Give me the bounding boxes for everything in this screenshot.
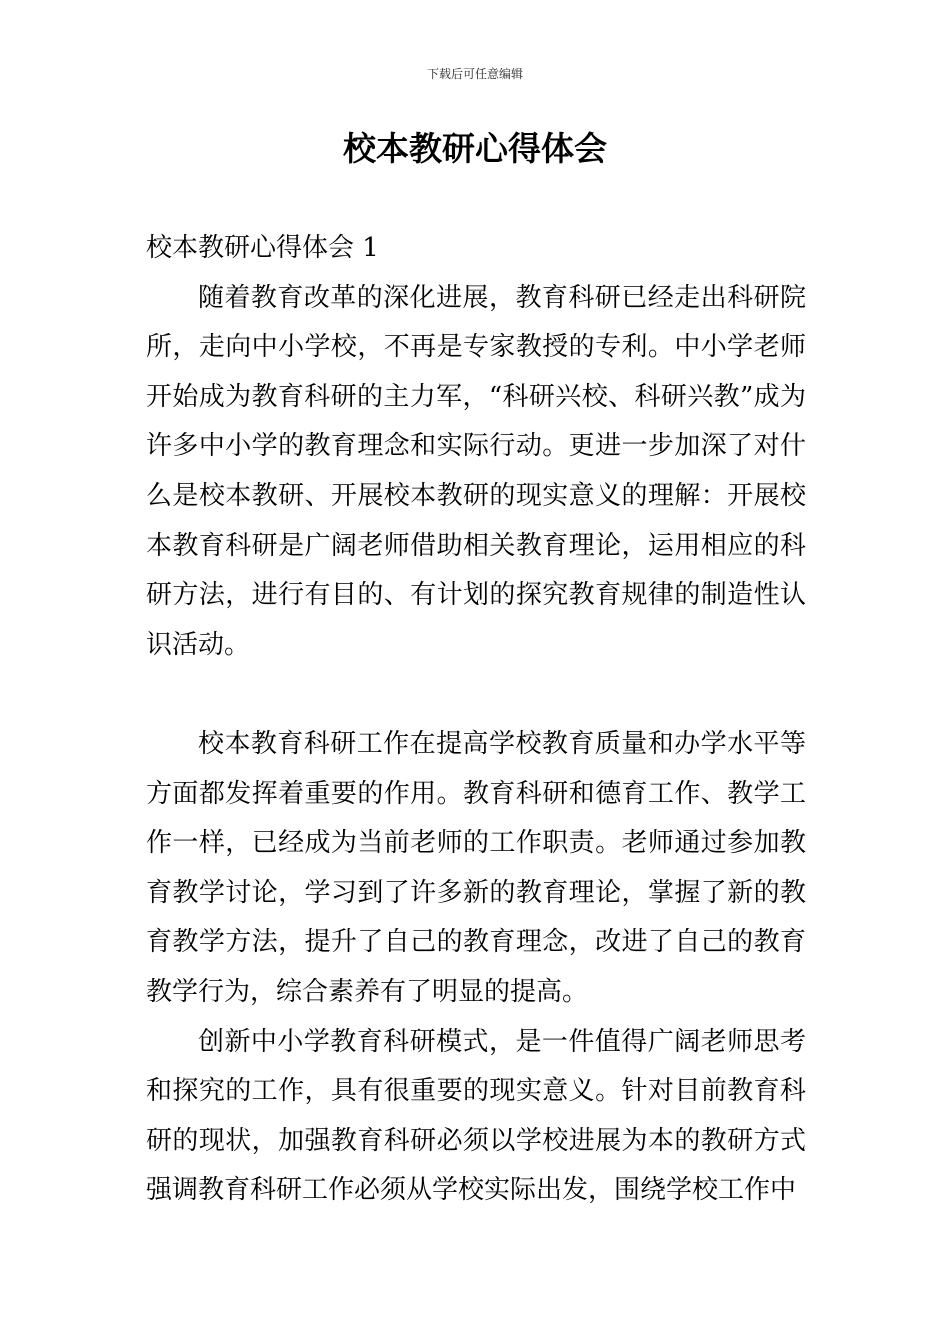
document-body [146,224,806,1216]
header-note: 下载后可任意编辑 [426,67,523,81]
document-title: 校本教研心得体会 [343,129,607,168]
paragraph-2: 校本教育科研工作在提高学校教育质量和办学水平等方面都发挥着重要的作用。教育科研和德育工作、教学工作一样，已经成为当前老师的工作职责。老师通过参加教育教学讨论，学习到了许多新的教育理论，掌握了新的教育教学方法，提升了自己的教育理念，改进了自己的教育教学行为，综合素养有了明显的提高。 [146,728,806,1007]
paragraph-1: 随着教育改革的深化进展，教育科研已经走出科研院所，走向中小学校，不再是专家教授的专利。中小学老师开始成为教育科研的主力军，“科研兴校、科研兴教”成为许多中小学的教育理念和实际行动。更进一步加深了对什么是校本教研、开展校本教研的现实意义的理解：开展校本教育科研是广阔老师借助相关教育理论，运用相应的科研方法，进行有目的、有计划的探究教育规律的制造性认识活动。 [146,282,806,660]
paragraph-gap [146,670,806,720]
paragraph-3: 创新中小学教育科研模式，是一件值得广阔老师思考和探究的工作，具有很重要的现实意义。针对目前教育科研的现状，加强教育科研必须以学校进展为本的教研方式强调教育科研工作必须从学校实际出发，围绕学校工作中 [146,1026,806,1206]
section-subtitle: 校本教研心得体会 1 [146,233,379,263]
